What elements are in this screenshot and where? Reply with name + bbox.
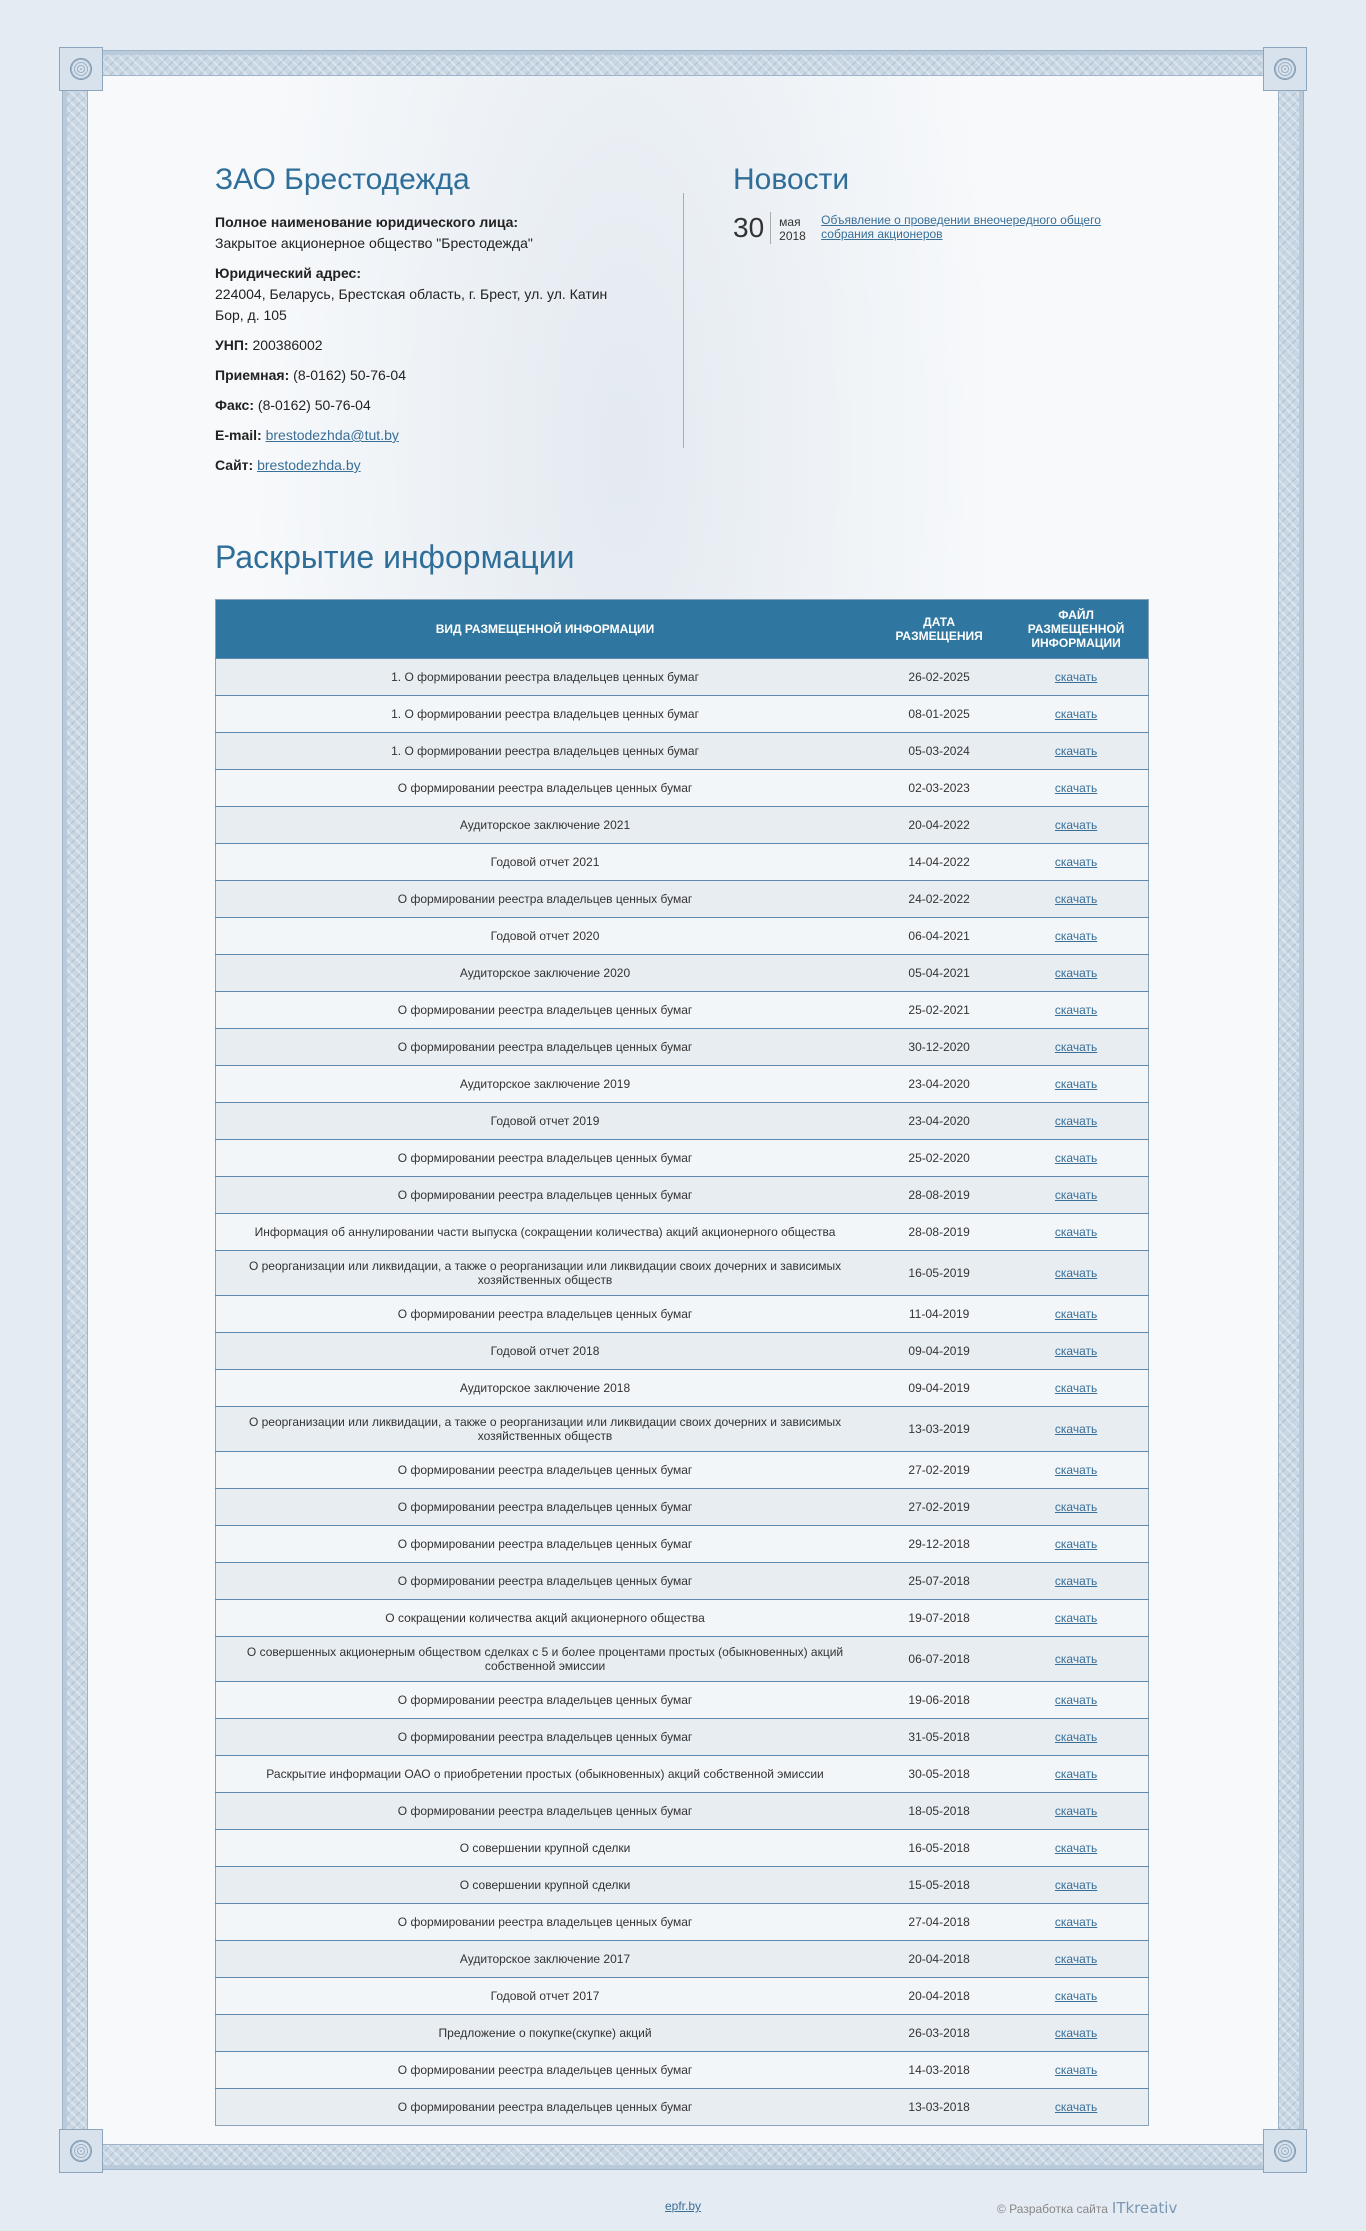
row-date: 30-12-2020 [874, 1029, 1004, 1066]
row-file [1004, 1407, 1148, 1452]
row-type: Годовой отчет 2021 [216, 844, 875, 881]
company-info [215, 163, 635, 485]
row-date: 19-06-2018 [874, 1682, 1004, 1719]
row-type: Годовой отчет 2019 [216, 1103, 875, 1140]
unp-value: 200386002 [252, 337, 323, 353]
row-type: О формировании реестра владельцев ценных бумаг [216, 1682, 875, 1719]
full-name-label: Полное наименование юридического лица: [215, 214, 519, 230]
download-link[interactable]: скачать [1054, 2063, 1098, 2077]
reception-info [215, 365, 635, 386]
download-link[interactable]: скачать [1054, 1266, 1098, 1280]
table-row [216, 733, 1149, 770]
developer-logo[interactable]: ITkreativ [1111, 2199, 1178, 2217]
row-type: О формировании реестра владельцев ценных бумаг [216, 1140, 875, 1177]
table-row [216, 1719, 1149, 1756]
download-link[interactable]: скачать [1054, 818, 1098, 832]
download-link[interactable]: скачать [1054, 1077, 1098, 1091]
site-info [215, 455, 635, 476]
table-row [216, 1296, 1149, 1333]
row-file [1004, 1830, 1148, 1867]
row-type: 1. О формировании реестра владельцев ценных бумаг [216, 659, 875, 696]
row-type: О формировании реестра владельцев ценных бумаг [216, 1029, 875, 1066]
table-row [216, 770, 1149, 807]
row-file [1004, 1066, 1148, 1103]
table-row [216, 659, 1149, 696]
row-date: 16-05-2018 [874, 1830, 1004, 1867]
download-link[interactable]: скачать [1054, 2100, 1098, 2114]
row-date: 25-07-2018 [874, 1563, 1004, 1600]
row-date: 28-08-2019 [874, 1214, 1004, 1251]
row-file [1004, 1103, 1148, 1140]
download-link[interactable]: скачать [1054, 1693, 1098, 1707]
table-row [216, 1333, 1149, 1370]
table-row [216, 1370, 1149, 1407]
row-date: 06-07-2018 [874, 1637, 1004, 1682]
row-date: 05-03-2024 [874, 733, 1004, 770]
header-date: ДАТА РАЗМЕЩЕНИЯ [874, 600, 1004, 659]
row-type: О реорганизации или ликвидации, а также о реорганизации или ликвидации своих дочерних и зависимых хозяйственных обществ [216, 1251, 875, 1296]
row-type: О формировании реестра владельцев ценных бумаг [216, 1719, 875, 1756]
row-date: 20-04-2018 [874, 1941, 1004, 1978]
row-type: Раскрытие информации ОАО о приобретении простых (обыкновенных) акций собственной эмиссии [216, 1756, 875, 1793]
row-date: 23-04-2020 [874, 1103, 1004, 1140]
row-type: О совершенных акционерным обществом сделках с 5 и более процентами простых (обыкновенных) акций собственной эмиссии [216, 1637, 875, 1682]
row-file [1004, 696, 1148, 733]
download-link[interactable]: скачать [1054, 1652, 1098, 1666]
row-type: Аудиторское заключение 2017 [216, 1941, 875, 1978]
row-type: Информация об аннулировании части выпуска (сокращении количества) акций акционерного общества [216, 1214, 875, 1251]
download-link[interactable]: скачать [1054, 670, 1098, 684]
table-row [216, 696, 1149, 733]
row-file [1004, 1526, 1148, 1563]
download-link[interactable]: скачать [1054, 1878, 1098, 1892]
address-label: Юридический адрес: [215, 265, 361, 281]
row-file [1004, 1978, 1148, 2015]
download-link[interactable]: скачать [1054, 744, 1098, 758]
row-date: 06-04-2021 [874, 918, 1004, 955]
row-date: 20-04-2022 [874, 807, 1004, 844]
row-date: 11-04-2019 [874, 1296, 1004, 1333]
row-file [1004, 1941, 1148, 1978]
row-file [1004, 844, 1148, 881]
corner-ornament-icon [1263, 2129, 1307, 2173]
table-row [216, 2052, 1149, 2089]
download-link[interactable]: скачать [1054, 1952, 1098, 1966]
download-link[interactable]: скачать [1054, 1574, 1098, 1588]
row-type: Годовой отчет 2020 [216, 918, 875, 955]
row-type: О формировании реестра владельцев ценных бумаг [216, 1526, 875, 1563]
disclosure-title: Раскрытие информации [215, 539, 575, 575]
download-link[interactable]: скачать [1054, 707, 1098, 721]
row-file [1004, 1029, 1148, 1066]
row-type: О реорганизации или ликвидации, а также о реорганизации или ликвидации своих дочерних и зависимых хозяйственных обществ [216, 1407, 875, 1452]
site-link[interactable]: brestodezhda.by [257, 457, 361, 473]
corner-ornament-icon [1263, 47, 1307, 91]
table-row [216, 1563, 1149, 1600]
reception-label: Приемная: [215, 367, 290, 383]
table-row [216, 1066, 1149, 1103]
company-title: ЗАО Брестодежда [215, 163, 470, 196]
row-date: 20-04-2018 [874, 1978, 1004, 2015]
row-type: О совершении крупной сделки [216, 1867, 875, 1904]
row-date: 09-04-2019 [874, 1370, 1004, 1407]
row-file [1004, 1867, 1148, 1904]
row-type: 1. О формировании реестра владельцев ценных бумаг [216, 696, 875, 733]
download-link[interactable]: скачать [1054, 781, 1098, 795]
email-label: E-mail: [215, 427, 262, 443]
disclosure-table [215, 599, 1149, 2126]
row-type: О формировании реестра владельцев ценных бумаг [216, 1452, 875, 1489]
table-row [216, 1941, 1149, 1978]
row-date: 25-02-2020 [874, 1140, 1004, 1177]
table-row [216, 992, 1149, 1029]
table-row [216, 1756, 1149, 1793]
table-row [216, 1407, 1149, 1452]
row-file [1004, 1756, 1148, 1793]
table-row [216, 881, 1149, 918]
download-link[interactable]: скачать [1054, 929, 1098, 943]
row-type: Предложение о покупке(скупке) акций [216, 2015, 875, 2052]
row-file [1004, 2015, 1148, 2052]
table-row [216, 1177, 1149, 1214]
row-date: 24-02-2022 [874, 881, 1004, 918]
fax-value: (8-0162) 50-76-04 [257, 397, 371, 413]
row-file [1004, 659, 1148, 696]
download-link[interactable]: скачать [1054, 966, 1098, 980]
corner-ornament-icon [59, 47, 103, 91]
row-date: 09-04-2019 [874, 1333, 1004, 1370]
row-file [1004, 1452, 1148, 1489]
row-type: О сокращении количества акций акционерного общества [216, 1600, 875, 1637]
news-section [733, 163, 1133, 244]
row-type: О формировании реестра владельцев ценных бумаг [216, 770, 875, 807]
row-date: 14-03-2018 [874, 2052, 1004, 2089]
download-link[interactable]: скачать [1054, 1611, 1098, 1625]
developer-text: © Разработка сайта [997, 2202, 1108, 2216]
table-row [216, 2015, 1149, 2052]
row-date: 13-03-2018 [874, 2089, 1004, 2126]
download-link[interactable]: скачать [1054, 1841, 1098, 1855]
download-link[interactable]: скачать [1054, 1989, 1098, 2003]
table-row [216, 1600, 1149, 1637]
row-file [1004, 1793, 1148, 1830]
news-month: мая [779, 215, 801, 229]
download-link[interactable]: скачать [1054, 1188, 1098, 1202]
download-link[interactable]: скачать [1054, 1225, 1098, 1239]
news-item [733, 212, 1133, 244]
row-date: 19-07-2018 [874, 1600, 1004, 1637]
row-type: О совершении крупной сделки [216, 1830, 875, 1867]
table-row [216, 1793, 1149, 1830]
row-date: 08-01-2025 [874, 696, 1004, 733]
row-file [1004, 1600, 1148, 1637]
header-type: ВИД РАЗМЕЩЕННОЙ ИНФОРМАЦИИ [216, 600, 875, 659]
header-file: ФАЙЛ РАЗМЕЩЕННОЙ ИНФОРМАЦИИ [1004, 600, 1148, 659]
row-file [1004, 1563, 1148, 1600]
row-file [1004, 881, 1148, 918]
table-row [216, 1452, 1149, 1489]
table-row [216, 1526, 1149, 1563]
row-date: 27-02-2019 [874, 1452, 1004, 1489]
row-file [1004, 1296, 1148, 1333]
column-divider [683, 193, 684, 448]
corner-ornament-icon [59, 2129, 103, 2173]
row-file [1004, 918, 1148, 955]
table-row [216, 1830, 1149, 1867]
row-type: О формировании реестра владельцев ценных бумаг [216, 1296, 875, 1333]
table-row [216, 2089, 1149, 2126]
row-type: Аудиторское заключение 2019 [216, 1066, 875, 1103]
row-file [1004, 1637, 1148, 1682]
unp-label: УНП: [215, 337, 249, 353]
download-link[interactable]: скачать [1054, 1767, 1098, 1781]
table-row [216, 1103, 1149, 1140]
row-type: Годовой отчет 2017 [216, 1978, 875, 2015]
download-link[interactable]: скачать [1054, 892, 1098, 906]
table-row [216, 807, 1149, 844]
row-type: О формировании реестра владельцев ценных бумаг [216, 881, 875, 918]
row-date: 26-03-2018 [874, 2015, 1004, 2052]
row-file [1004, 1719, 1148, 1756]
download-link[interactable]: скачать [1054, 855, 1098, 869]
table-row [216, 1489, 1149, 1526]
row-file [1004, 1140, 1148, 1177]
download-link[interactable]: скачать [1054, 1500, 1098, 1514]
full-name-value: Закрытое акционерное общество "Брестодежда" [215, 235, 533, 251]
row-type: 1. О формировании реестра владельцев ценных бумаг [216, 733, 875, 770]
download-link[interactable]: скачать [1054, 1381, 1098, 1395]
download-link[interactable]: скачать [1054, 1422, 1098, 1436]
download-link[interactable]: скачать [1054, 1040, 1098, 1054]
email-link[interactable]: brestodezhda@tut.by [265, 427, 399, 443]
download-link[interactable]: скачать [1054, 1804, 1098, 1818]
download-link[interactable]: скачать [1054, 1537, 1098, 1551]
row-date: 29-12-2018 [874, 1526, 1004, 1563]
row-file [1004, 992, 1148, 1029]
row-type: Годовой отчет 2018 [216, 1333, 875, 1370]
row-type: О формировании реестра владельцев ценных бумаг [216, 1904, 875, 1941]
email-info [215, 425, 635, 446]
download-link[interactable]: скачать [1054, 2026, 1098, 2040]
download-link[interactable]: скачать [1054, 1730, 1098, 1744]
row-file [1004, 1489, 1148, 1526]
reception-value: (8-0162) 50-76-04 [293, 367, 407, 383]
row-date: 05-04-2021 [874, 955, 1004, 992]
site-label: Сайт: [215, 457, 254, 473]
table-row [216, 1682, 1149, 1719]
table-row [216, 1867, 1149, 1904]
row-date: 02-03-2023 [874, 770, 1004, 807]
row-date: 15-05-2018 [874, 1867, 1004, 1904]
row-date: 26-02-2025 [874, 659, 1004, 696]
row-date: 27-02-2019 [874, 1489, 1004, 1526]
row-date: 18-05-2018 [874, 1793, 1004, 1830]
row-file [1004, 1904, 1148, 1941]
row-type: Аудиторское заключение 2021 [216, 807, 875, 844]
row-file [1004, 1177, 1148, 1214]
download-link[interactable]: скачать [1054, 1151, 1098, 1165]
row-type: О формировании реестра владельцев ценных бумаг [216, 1489, 875, 1526]
row-type: О формировании реестра владельцев ценных бумаг [216, 1177, 875, 1214]
table-row [216, 1904, 1149, 1941]
row-file [1004, 2089, 1148, 2126]
download-link[interactable]: скачать [1054, 1307, 1098, 1321]
row-date: 27-04-2018 [874, 1904, 1004, 1941]
full-name-info [215, 212, 635, 254]
row-type: О формировании реестра владельцев ценных бумаг [216, 2089, 875, 2126]
table-row [216, 844, 1149, 881]
news-date [779, 212, 821, 243]
table-body [216, 659, 1149, 2126]
row-type: Аудиторское заключение 2020 [216, 955, 875, 992]
table-row [216, 1029, 1149, 1066]
table-row [216, 1637, 1149, 1682]
address-value: 224004, Беларусь, Брестская область, г. Брест, ул. ул. Катин Бор, д. 105 [215, 286, 608, 323]
row-file [1004, 733, 1148, 770]
row-file [1004, 807, 1148, 844]
fax-label: Факс: [215, 397, 255, 413]
row-file [1004, 2052, 1148, 2089]
table-row [216, 1251, 1149, 1296]
row-date: 31-05-2018 [874, 1719, 1004, 1756]
news-year: 2018 [779, 229, 806, 243]
developer-credit [997, 2199, 1177, 2217]
news-link[interactable]: Объявление о проведении внеочередного общего собрания акционеров [821, 213, 1101, 241]
row-type: О формировании реестра владельцев ценных бумаг [216, 1563, 875, 1600]
table-row [216, 1140, 1149, 1177]
footer-link[interactable]: epfr.by [665, 2199, 702, 2213]
row-type: О формировании реестра владельцев ценных бумаг [216, 992, 875, 1029]
download-link[interactable]: скачать [1054, 1915, 1098, 1929]
table-header-row [216, 600, 1149, 659]
row-date: 23-04-2020 [874, 1066, 1004, 1103]
address-info [215, 263, 635, 326]
table-row [216, 918, 1149, 955]
row-date: 16-05-2019 [874, 1251, 1004, 1296]
download-link[interactable]: скачать [1054, 1344, 1098, 1358]
unp-info [215, 335, 635, 356]
row-date: 14-04-2022 [874, 844, 1004, 881]
download-link[interactable]: скачать [1054, 1463, 1098, 1477]
row-type: Аудиторское заключение 2018 [216, 1370, 875, 1407]
row-type: О формировании реестра владельцев ценных бумаг [216, 2052, 875, 2089]
row-type: О формировании реестра владельцев ценных бумаг [216, 1793, 875, 1830]
row-file [1004, 955, 1148, 992]
row-file [1004, 1333, 1148, 1370]
row-date: 28-08-2019 [874, 1177, 1004, 1214]
row-file [1004, 1251, 1148, 1296]
news-day: 30 [733, 212, 771, 244]
fax-info [215, 395, 635, 416]
row-date: 25-02-2021 [874, 992, 1004, 1029]
row-file [1004, 1682, 1148, 1719]
download-link[interactable]: скачать [1054, 1003, 1098, 1017]
table-row [216, 955, 1149, 992]
download-link[interactable]: скачать [1054, 1114, 1098, 1128]
table-row [216, 1978, 1149, 2015]
row-file [1004, 770, 1148, 807]
news-title: Новости [733, 163, 850, 196]
row-file [1004, 1370, 1148, 1407]
row-date: 13-03-2019 [874, 1407, 1004, 1452]
table-row [216, 1214, 1149, 1251]
row-date: 30-05-2018 [874, 1756, 1004, 1793]
row-file [1004, 1214, 1148, 1251]
